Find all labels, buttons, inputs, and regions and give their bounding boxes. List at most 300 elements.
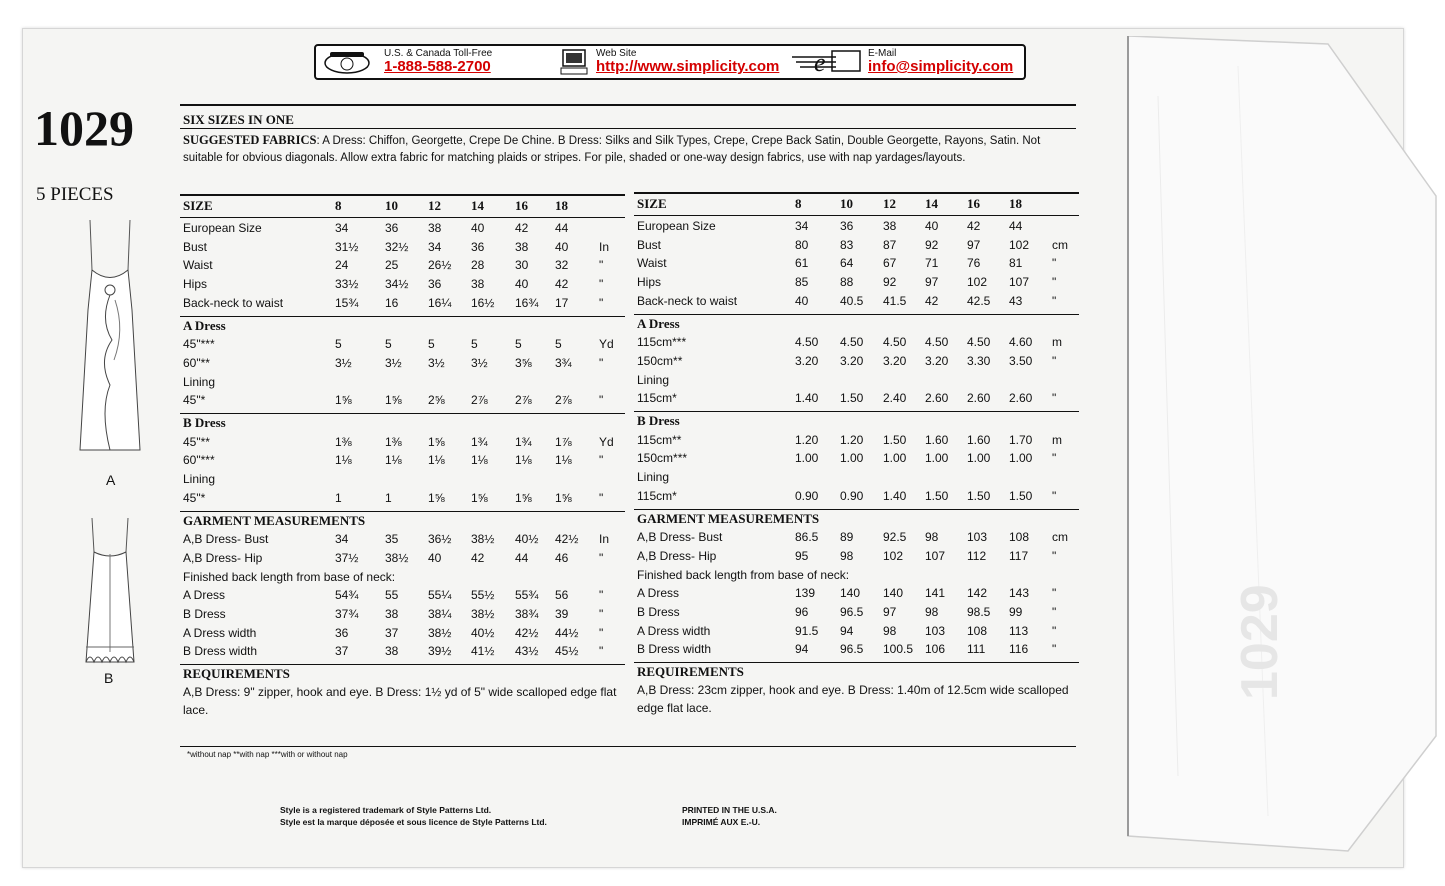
row-value: 38½ <box>428 625 452 640</box>
row-label: European Size <box>183 221 262 235</box>
row-value: 1.50 <box>925 488 949 503</box>
size-col-header: 16 <box>515 198 528 213</box>
row-value: 85 <box>795 275 809 290</box>
table-rule <box>180 511 625 512</box>
metric-table <box>637 192 1077 716</box>
size-header: SIZE <box>637 196 667 211</box>
row-value: 40 <box>471 221 485 235</box>
row-unit: " <box>1052 605 1057 619</box>
row-value: 1.50 <box>1009 488 1033 503</box>
row-value: 141 <box>925 586 946 601</box>
row-label: 60"** <box>183 355 210 370</box>
row-value: 2⅞ <box>471 393 488 408</box>
row-value: 55 <box>385 588 399 603</box>
row-value: 5 <box>471 337 478 352</box>
table-rule <box>180 316 625 317</box>
requirements-text: A,B Dress: 9" zipper, hook and eye. B Dress: 1½ yd of 5" wide scalloped edge flat lace. <box>183 685 617 718</box>
telephone-icon <box>322 49 372 75</box>
row-label: B Dress width <box>183 644 258 659</box>
row-value: 1.00 <box>925 451 949 466</box>
printed-en: PRINTED IN THE U.S.A. <box>682 805 777 815</box>
website-block <box>596 48 779 75</box>
row-value: 26½ <box>428 258 452 273</box>
size-col-header: 14 <box>925 196 938 211</box>
row-value: 140 <box>883 586 904 601</box>
row-value: 97 <box>925 275 939 290</box>
row-value: 44 <box>1009 219 1023 233</box>
row-value: 113 <box>1009 623 1029 638</box>
row-label: Waist <box>183 258 213 273</box>
row-value: 36 <box>471 239 485 254</box>
row-value: 34 <box>335 532 349 547</box>
row-value: 34 <box>335 221 349 235</box>
row-value: 4.50 <box>925 335 949 350</box>
row-value: 46 <box>555 550 569 565</box>
row-value: 97 <box>883 605 897 619</box>
row-value: 1⅛ <box>385 453 402 468</box>
row-value: 98 <box>925 605 939 619</box>
row-value: 36 <box>428 277 442 292</box>
row-value: 40 <box>515 277 529 292</box>
row-value: 1.40 <box>883 488 907 503</box>
size-col-header: 16 <box>967 196 980 211</box>
row-value: 96.5 <box>840 642 864 657</box>
row-value: 106 <box>925 642 946 657</box>
row-value: 2.60 <box>925 391 949 406</box>
row-value: 24 <box>335 258 349 273</box>
row-value: 1⅝ <box>428 490 445 505</box>
row-unit: m <box>1052 432 1062 447</box>
row-unit: " <box>599 644 604 659</box>
table-rule <box>180 194 625 196</box>
row-value: 40 <box>925 219 939 233</box>
row-unit: " <box>1052 293 1057 308</box>
row-value: 1.40 <box>795 391 819 406</box>
phone-number[interactable]: 1-888-588-2700 <box>384 58 491 75</box>
row-value: 44½ <box>555 625 579 640</box>
row-label: Bust <box>637 237 662 252</box>
row-label: 115cm*** <box>637 335 687 350</box>
row-value: 3¾ <box>555 355 572 370</box>
row-value: 86.5 <box>795 530 819 545</box>
row-label: A,B Dress- Bust <box>637 530 723 545</box>
row-label: B Dress width <box>637 642 712 657</box>
row-value: 3.50 <box>1009 353 1033 368</box>
row-value: 17 <box>555 295 569 310</box>
row-value: 42.5 <box>967 293 991 308</box>
row-unit: m <box>1052 335 1062 350</box>
row-value: 32 <box>555 258 569 273</box>
row-value: 37½ <box>335 550 359 565</box>
row-value: 40 <box>795 293 809 308</box>
row-value: 40½ <box>515 532 539 547</box>
size-col-header: 18 <box>555 198 568 213</box>
row-unit: " <box>1052 586 1057 601</box>
row-value: 38½ <box>471 532 495 547</box>
row-value: 41½ <box>471 644 495 659</box>
phone-label: U.S. & Canada Toll-Free <box>384 48 493 59</box>
row-value: 34 <box>428 239 442 254</box>
row-value: 38 <box>385 644 399 659</box>
row-value: 42 <box>515 221 529 235</box>
row-value: 1⅝ <box>555 490 572 505</box>
row-value: 5 <box>428 337 435 352</box>
row-value: 37 <box>335 644 349 659</box>
email-label: E-Mail <box>868 48 897 59</box>
row-value: 3.20 <box>883 353 907 368</box>
row-label: 115cm** <box>637 432 682 447</box>
table-rule <box>180 664 625 665</box>
computer-icon <box>560 49 590 77</box>
section-title: GARMENT MEASUREMENTS <box>183 512 366 528</box>
row-value: 1.00 <box>840 451 864 466</box>
row-value: 40.5 <box>840 293 864 308</box>
row-unit: " <box>1052 451 1057 466</box>
envelope-flap <box>1118 36 1438 856</box>
row-unit: " <box>1052 391 1057 406</box>
row-label: Back-neck to waist <box>637 293 738 308</box>
row-unit: " <box>599 355 604 370</box>
row-value: 38 <box>428 221 442 235</box>
dress-b-sketch <box>60 512 160 672</box>
row-unit: " <box>1052 275 1057 290</box>
table-rule <box>634 662 1079 663</box>
fabrics-label: SUGGESTED FABRICS <box>183 133 317 147</box>
trademark-en: Style is a registered trademark of Style Patterns Ltd. <box>280 805 492 815</box>
row-unit: " <box>1052 256 1057 271</box>
trademark-fr: Style est la marque déposée et sous licence de Style Patterns Ltd. <box>280 817 547 827</box>
row-value: 25 <box>385 258 399 273</box>
row-label: A,B Dress- Hip <box>183 550 263 565</box>
row-value: 3.20 <box>925 353 949 368</box>
row-value: 92 <box>925 237 939 252</box>
row-value: 98 <box>840 548 854 563</box>
row-label: Finished back length from base of neck: <box>183 569 396 584</box>
row-value: 95 <box>795 548 809 563</box>
row-value: 142 <box>967 586 988 601</box>
row-value: 1.50 <box>883 432 907 447</box>
dress-a-sketch <box>60 210 160 460</box>
row-value: 55½ <box>471 588 495 603</box>
row-value: 108 <box>1009 530 1030 545</box>
row-value: 30 <box>515 258 529 273</box>
row-value: 38¼ <box>428 607 452 621</box>
row-value: 87 <box>883 237 897 252</box>
row-unit: " <box>1052 353 1057 368</box>
row-value: 1.50 <box>840 391 864 406</box>
row-value: 42 <box>555 277 569 292</box>
row-value: 16¼ <box>428 295 452 310</box>
row-value: 139 <box>795 586 816 601</box>
row-unit: " <box>599 393 604 408</box>
row-value: 16 <box>385 295 399 310</box>
row-value: 3½ <box>335 355 352 370</box>
fabrics-text: : A Dress: Chiffon, Georgette, Crepe De Chine. B Dress: Silks and Silk Types, Crepe, Crepe Back Satin, Double Georgette, Rayons, Satin. Not suitable for obvious diagonals. Allow extra fabric for matching plaids or stripes. For pile, shaded or one-way design fabrics, use with nap yardages/layouts. <box>183 135 1041 164</box>
row-label: 150cm** <box>637 353 683 368</box>
row-label: A Dress width <box>637 623 711 638</box>
email-block <box>868 48 1013 75</box>
size-col-header: 10 <box>840 196 853 211</box>
row-value: 0.90 <box>840 488 864 503</box>
row-value: 36 <box>840 219 854 233</box>
section-title: A Dress <box>183 317 226 333</box>
row-value: 42½ <box>555 532 579 547</box>
sketch-label-a: A <box>106 472 116 488</box>
row-value: 43 <box>1009 293 1023 308</box>
table-rule <box>634 314 1079 315</box>
row-value: 108 <box>967 623 988 638</box>
table-rule <box>634 411 1079 412</box>
row-value: 38¾ <box>515 607 539 621</box>
row-value: 96.5 <box>840 605 864 619</box>
row-value: 40 <box>428 550 442 565</box>
row-value: 55¾ <box>515 588 539 603</box>
row-value: 41.5 <box>883 293 907 308</box>
row-value: 38 <box>471 277 485 292</box>
size-col-header: 8 <box>795 196 802 211</box>
row-value: 1.20 <box>840 432 864 447</box>
row-value: 42 <box>967 219 981 233</box>
top-rule <box>180 104 1076 106</box>
size-col-header: 12 <box>883 196 896 211</box>
row-value: 61 <box>795 256 809 271</box>
row-value: 44 <box>515 550 529 565</box>
row-unit: In <box>599 532 610 547</box>
row-value: 1⅛ <box>555 453 572 468</box>
row-label: 45"** <box>183 434 210 449</box>
section-title: GARMENT MEASUREMENTS <box>637 510 820 526</box>
row-value: 38½ <box>471 607 495 621</box>
row-value: 1 <box>335 490 342 505</box>
size-col-header: 8 <box>335 198 342 213</box>
row-value: 56 <box>555 588 569 603</box>
row-value: 1 <box>385 490 392 505</box>
row-value: 98 <box>883 623 897 638</box>
row-value: 16½ <box>471 295 495 310</box>
row-value: 100.5 <box>883 642 914 657</box>
row-value: 117 <box>1009 548 1029 563</box>
row-value: 1⅝ <box>515 490 532 505</box>
row-value: 140 <box>840 586 861 601</box>
row-value: 5 <box>385 337 392 352</box>
row-unit: In <box>599 239 610 254</box>
row-value: 2.60 <box>1009 391 1033 406</box>
row-value: 35 <box>385 532 399 547</box>
row-value: 102 <box>1009 237 1030 252</box>
pattern-number: 1029 <box>34 100 134 156</box>
row-label: 115cm* <box>637 488 677 503</box>
row-value: 38 <box>385 607 399 621</box>
row-label: A Dress <box>637 586 680 601</box>
imperial-table <box>183 194 623 718</box>
row-label: Hips <box>183 277 208 292</box>
row-value: 3.20 <box>840 353 864 368</box>
row-value: 91.5 <box>795 623 819 638</box>
row-value: 3½ <box>471 355 488 370</box>
row-value: 31½ <box>335 239 359 254</box>
row-value: 44 <box>555 221 569 235</box>
row-value: 54¾ <box>335 588 359 603</box>
row-value: 5 <box>335 337 342 352</box>
row-value: 1.00 <box>1009 451 1033 466</box>
row-unit: cm <box>1052 530 1068 545</box>
row-value: 112 <box>967 548 987 563</box>
row-value: 40 <box>555 239 569 254</box>
row-label: A Dress width <box>183 625 257 640</box>
row-value: 103 <box>967 530 988 545</box>
row-value: 36½ <box>428 532 452 547</box>
row-unit: " <box>599 588 604 603</box>
row-value: 80 <box>795 237 809 252</box>
row-value: 42 <box>471 550 485 565</box>
row-value: 4.50 <box>840 335 864 350</box>
row-value: 1.50 <box>967 488 991 503</box>
row-label: A,B Dress- Bust <box>183 532 269 547</box>
row-value: 5 <box>515 337 522 352</box>
phone-block <box>384 48 492 75</box>
table-rule <box>634 509 1079 510</box>
row-value: 111 <box>967 642 986 657</box>
row-value: 2⅝ <box>428 393 445 408</box>
row-value: 0.90 <box>795 488 819 503</box>
requirements-text: A,B Dress: 23cm zipper, hook and eye. B Dress: 1.40m of 12.5cm wide scalloped edge flat lace. <box>637 683 1069 716</box>
row-value: 33½ <box>335 277 359 292</box>
row-value: 15¾ <box>335 295 359 310</box>
row-value: 42½ <box>515 625 539 640</box>
row-value: 1.00 <box>967 451 991 466</box>
row-label: European Size <box>637 219 716 233</box>
row-value: 3.30 <box>967 353 991 368</box>
requirements-title: REQUIREMENTS <box>183 666 290 682</box>
website-link[interactable]: http://www.simplicity.com <box>596 58 780 75</box>
table-rule <box>180 413 625 414</box>
row-unit: " <box>1052 623 1057 638</box>
printed-fr: IMPRIMÉ AUX E.-U. <box>682 817 761 827</box>
title-rule <box>180 128 1076 129</box>
row-value: 1.70 <box>1009 432 1033 447</box>
row-label: Finished back length from base of neck: <box>637 567 850 582</box>
row-value: 32½ <box>385 239 409 254</box>
row-value: 42 <box>925 293 939 308</box>
row-value: 1⅝ <box>471 490 488 505</box>
row-label: Lining <box>637 470 670 485</box>
row-value: 2⅞ <box>555 393 572 408</box>
row-unit: Yd <box>599 434 614 449</box>
table-rule <box>634 192 1079 194</box>
row-value: 37 <box>385 625 399 640</box>
row-label: Lining <box>183 374 216 389</box>
row-value: 103 <box>925 623 946 638</box>
row-value: 92.5 <box>883 530 907 545</box>
row-value: 1⅞ <box>555 434 572 449</box>
row-value: 3.20 <box>795 353 819 368</box>
row-value: 4.50 <box>883 335 907 350</box>
row-value: 4.50 <box>967 335 991 350</box>
row-value: 1.00 <box>883 451 907 466</box>
row-label: Bust <box>183 239 208 254</box>
row-value: 34 <box>795 219 809 233</box>
contact-header <box>314 44 1026 80</box>
row-value: 55¼ <box>428 588 452 603</box>
row-value: 1⅜ <box>335 434 352 449</box>
row-value: 3½ <box>385 355 402 370</box>
row-value: 2⅞ <box>515 393 532 408</box>
row-value: 1.60 <box>925 432 949 447</box>
row-value: 2.60 <box>967 391 991 406</box>
row-value: 28 <box>471 258 485 273</box>
row-value: 94 <box>840 623 854 638</box>
row-label: Lining <box>183 472 216 487</box>
row-value: 1⅛ <box>428 453 445 468</box>
sketch-label-b: B <box>104 670 114 686</box>
row-unit: " <box>599 490 604 505</box>
suggested-fabrics <box>183 132 1078 167</box>
row-value: 83 <box>840 237 854 252</box>
row-value: 36 <box>385 221 399 235</box>
row-unit: " <box>599 277 604 292</box>
row-unit: " <box>599 625 604 640</box>
svg-text:e: e <box>814 49 826 77</box>
row-value: 38½ <box>385 550 409 565</box>
row-value: 102 <box>883 548 904 563</box>
row-label: Lining <box>637 372 670 387</box>
row-label: 45"* <box>183 490 206 505</box>
row-value: 98 <box>925 530 939 545</box>
row-value: 81 <box>1009 256 1023 271</box>
row-label: 45"*** <box>183 337 215 352</box>
footnote: *without nap **with nap ***with or without nap <box>187 750 348 759</box>
row-value: 3½ <box>428 355 445 370</box>
row-value: 39 <box>555 607 569 621</box>
row-value: 39½ <box>428 644 452 659</box>
row-value: 5 <box>555 337 562 352</box>
row-value: 88 <box>840 275 854 290</box>
row-label: 150cm*** <box>637 451 688 466</box>
row-value: 34½ <box>385 277 409 292</box>
row-value: 38 <box>515 239 529 254</box>
email-icon <box>792 49 862 77</box>
size-col-header: 12 <box>428 198 441 213</box>
row-value: 43½ <box>515 644 539 659</box>
size-col-header: 18 <box>1009 196 1022 211</box>
row-value: 107 <box>925 548 946 563</box>
row-value: 1¾ <box>515 434 532 449</box>
row-value: 64 <box>840 256 854 271</box>
row-value: 1.60 <box>967 432 991 447</box>
row-label: Waist <box>637 256 667 271</box>
row-label: 115cm* <box>637 391 677 406</box>
row-value: 96 <box>795 605 809 619</box>
row-value: 143 <box>1009 586 1030 601</box>
section-title: B Dress <box>183 415 226 430</box>
row-unit: cm <box>1052 237 1068 252</box>
row-value: 1⅝ <box>385 393 402 408</box>
row-value: 2.40 <box>883 391 907 406</box>
row-value: 71 <box>925 256 939 271</box>
row-label: B Dress <box>637 605 680 619</box>
size-col-header: 14 <box>471 198 484 213</box>
requirements-title: REQUIREMENTS <box>637 664 744 680</box>
row-value: 1⅝ <box>335 393 352 408</box>
row-unit: " <box>599 607 604 621</box>
row-unit: " <box>599 295 604 310</box>
flap-stamp: 1029 <box>1231 584 1289 700</box>
section-title: B Dress <box>637 413 680 428</box>
email-link[interactable]: info@simplicity.com <box>868 58 1014 75</box>
row-unit: " <box>1052 548 1057 563</box>
row-value: 1⅝ <box>428 434 445 449</box>
row-value: 92 <box>883 275 897 290</box>
